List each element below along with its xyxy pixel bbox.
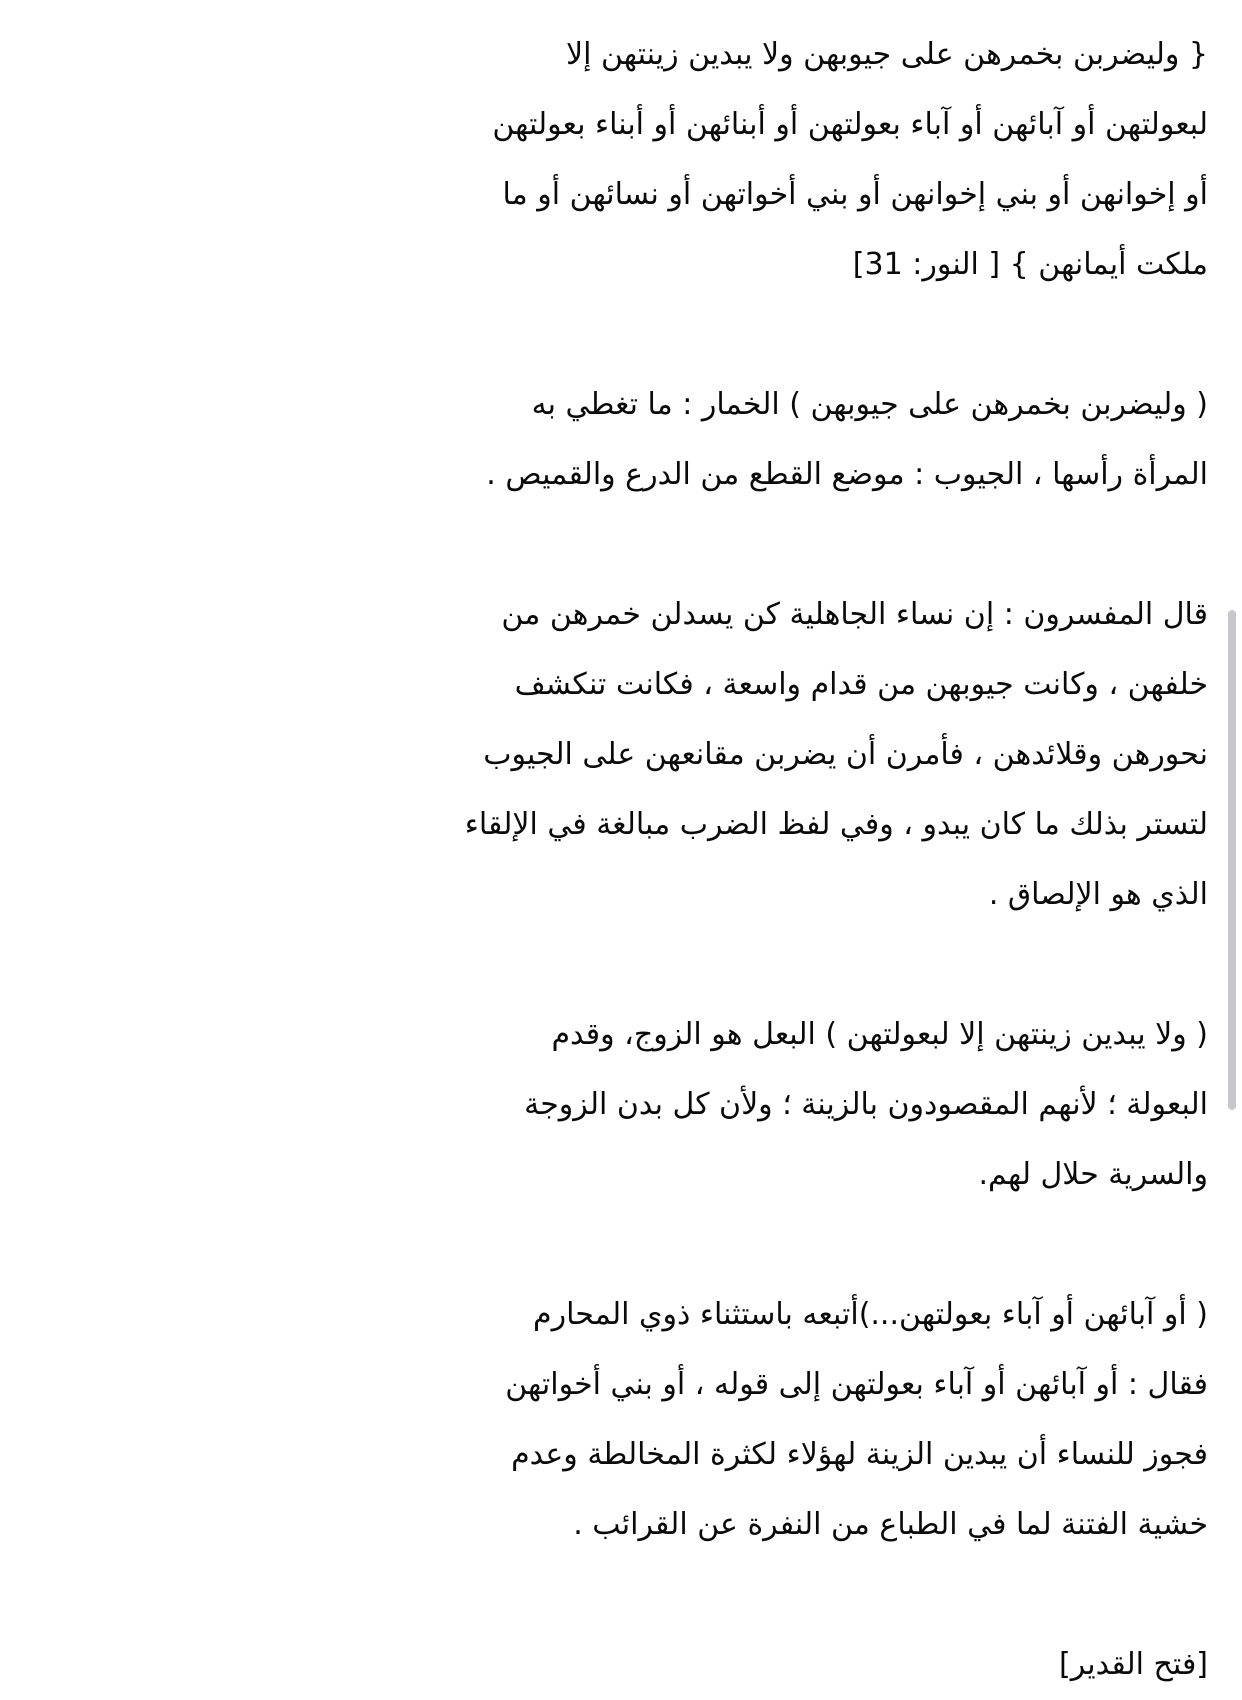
text-line: لبعولتهن أو آبائهن أو آباء بعولتهن أو أبنائهن أو أبناء بعولتهن bbox=[492, 107, 1208, 142]
text-line: فجوز للنساء أن يبدين الزينة لهؤلاء لكثرة المخالطة وعدم bbox=[511, 1437, 1208, 1472]
text-line: ملكت أيمانهن } [ النور: 31] bbox=[852, 247, 1208, 282]
text-line: الذي هو الإلصاق . bbox=[988, 877, 1208, 912]
paragraph-spacer bbox=[48, 1210, 1208, 1280]
paragraph-spacer bbox=[48, 300, 1208, 370]
text-line: خلفهن ، وكانت جيوبهن من قدام واسعة ، فكانت تنكشف bbox=[514, 667, 1208, 702]
text-line: البعولة ؛ لأنهم المقصودون بالزينة ؛ ولأن كل بدن الزوجة bbox=[524, 1087, 1208, 1122]
text-line: ( أو آبائهن أو آباء بعولتهن...)أتبعه باستثناء ذوي المحارم bbox=[533, 1297, 1208, 1332]
paragraph-spacer bbox=[48, 1560, 1208, 1630]
text-line: { وليضربن بخمرهن على جيوبهن ولا يبدين زينتهن إلا bbox=[565, 37, 1208, 72]
text-line: أو إخوانهن أو بني إخوانهن أو بني أخواتهن أو نسائهن أو ما bbox=[502, 177, 1208, 212]
source-citation bbox=[48, 1630, 1208, 1700]
khimar-paragraph bbox=[48, 370, 1208, 510]
paragraph-spacer bbox=[48, 510, 1208, 580]
text-line: والسرية حلال لهم. bbox=[978, 1157, 1208, 1192]
article-text bbox=[48, 0, 1208, 1682]
text-line: نحورهن وقلائدهن ، فأمرن أن يضربن مقانعهن على الجيوب bbox=[483, 737, 1208, 772]
husbands-paragraph bbox=[48, 1000, 1208, 1210]
text-line: ( ولا يبدين زينتهن إلا لبعولتهن ) البعل هو الزوج، وقدم bbox=[551, 1017, 1208, 1052]
text-line: قال المفسرون : إن نساء الجاهلية كن يسدلن خمرهن من bbox=[501, 597, 1208, 632]
paragraph-spacer bbox=[48, 930, 1208, 1000]
text-line: فقال : أو آبائهن أو آباء بعولتهن إلى قوله ، أو بني أخواتهن bbox=[505, 1367, 1208, 1402]
mahram-paragraph bbox=[48, 1280, 1208, 1560]
text-line: المرأة رأسها ، الجيوب : موضع القطع من الدرع والقميص . bbox=[486, 457, 1208, 492]
quran-verse-paragraph bbox=[48, 0, 1208, 300]
commentators-paragraph bbox=[48, 580, 1208, 930]
text-line: ( وليضربن بخمرهن على جيوبهن ) الخمار : ما تغطي به bbox=[531, 387, 1208, 422]
text-line: [فتح القدير] bbox=[1058, 1647, 1208, 1682]
text-line: لتستر بذلك ما كان يبدو ، وفي لفظ الضرب مبالغة في الإلقاء bbox=[464, 807, 1208, 842]
text-line: خشية الفتنة لما في الطباع من النفرة عن القرائب . bbox=[573, 1507, 1208, 1542]
vertical-scrollbar[interactable] bbox=[1228, 610, 1236, 1110]
